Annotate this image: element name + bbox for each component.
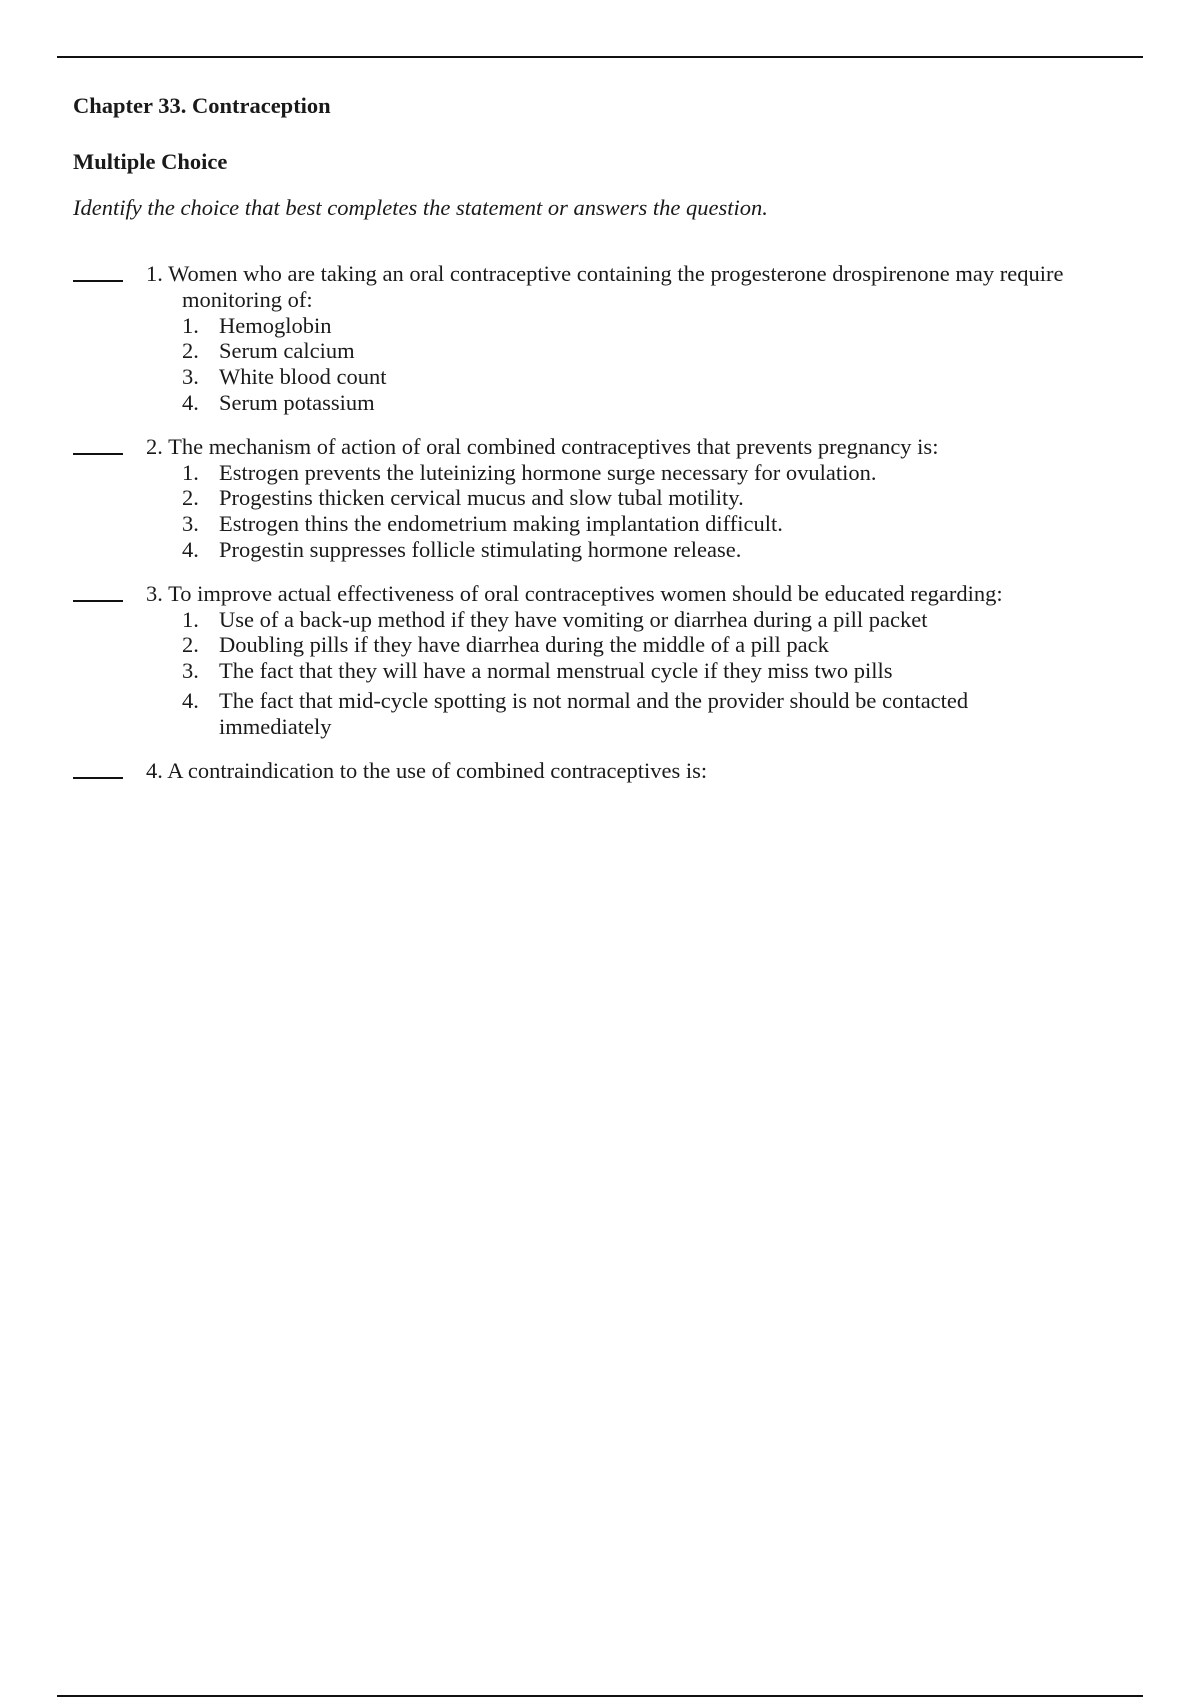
question-1 <box>73 261 1143 416</box>
option-text: Progestins thicken cervical mucus and slow tubal motility. <box>219 485 744 511</box>
question-3 <box>73 581 1143 740</box>
option <box>182 511 1143 537</box>
option <box>182 460 1143 486</box>
question-stem <box>146 261 1143 313</box>
answer-blank[interactable] <box>73 777 123 779</box>
answer-blank[interactable] <box>73 280 123 282</box>
option <box>182 485 1143 511</box>
question-number: 4. <box>146 757 163 783</box>
section-title: Multiple Choice <box>73 149 228 174</box>
option-number: 1. <box>182 606 199 632</box>
option <box>182 390 1143 416</box>
option <box>182 658 1143 684</box>
option <box>182 607 1143 633</box>
option-number: 4. <box>182 687 199 713</box>
document-body <box>73 91 1143 801</box>
option-list <box>73 460 1143 563</box>
question-text: Women who are taking an oral contraceptive containing the progesterone drospirenone may require monitoring of: <box>168 261 1064 312</box>
option-number: 3. <box>182 658 199 684</box>
question-text: To improve actual effectiveness of oral contraceptives women should be educated regarding: <box>168 580 1003 606</box>
bottom-rule <box>57 1695 1143 1697</box>
chapter-title: Chapter 33. Contraception <box>73 93 331 118</box>
option-text: Progestin suppresses follicle stimulating hormone release. <box>219 536 742 562</box>
option <box>182 537 1143 563</box>
option <box>182 364 1143 390</box>
top-rule <box>57 56 1143 58</box>
option-number: 1. <box>182 312 199 338</box>
option-text: Hemoglobin <box>219 312 332 338</box>
option-number: 1. <box>182 459 199 485</box>
question-stem <box>146 581 1143 607</box>
option-number: 3. <box>182 511 199 537</box>
question-stem <box>146 434 1143 460</box>
option <box>182 632 1143 658</box>
option-text: Serum calcium <box>219 338 355 364</box>
option-number: 2. <box>182 632 199 658</box>
option-number: 2. <box>182 485 199 511</box>
option-list <box>73 313 1143 416</box>
question-number: 1. <box>146 261 163 286</box>
option-text: Estrogen thins the endometrium making implantation difficult. <box>219 511 783 537</box>
answer-blank[interactable] <box>73 453 123 455</box>
question-list <box>73 261 1143 783</box>
option <box>182 313 1143 339</box>
option <box>182 338 1143 364</box>
option-text: Serum potassium <box>219 389 375 415</box>
option <box>182 688 1143 740</box>
question-number: 2. <box>146 433 163 459</box>
option-text: Estrogen prevents the luteinizing hormone surge necessary for ovulation. <box>219 459 877 485</box>
option-number: 4. <box>182 536 199 562</box>
option-text: The fact that mid-cycle spotting is not normal and the provider should be contacted immediately <box>219 687 969 739</box>
option-text: The fact that they will have a normal menstrual cycle if they miss two pills <box>219 658 893 684</box>
option-number: 3. <box>182 364 199 390</box>
question-stem <box>146 758 1143 784</box>
option-list <box>73 607 1143 740</box>
answer-blank[interactable] <box>73 600 123 602</box>
option-number: 2. <box>182 338 199 364</box>
option-text: Use of a back-up method if they have vomiting or diarrhea during a pill packet <box>219 606 928 632</box>
question-text: The mechanism of action of oral combined contraceptives that prevents pregnancy is: <box>168 433 939 459</box>
question-4 <box>73 758 1143 784</box>
instructions: Identify the choice that best completes the statement or answers the question. <box>73 195 768 220</box>
option-number: 4. <box>182 389 199 415</box>
question-2 <box>73 434 1143 563</box>
question-number: 3. <box>146 580 163 606</box>
option-text: White blood count <box>219 364 387 390</box>
question-text: A contraindication to the use of combined contraceptives is: <box>167 757 708 783</box>
option-text: Doubling pills if they have diarrhea during the middle of a pill pack <box>219 632 829 658</box>
